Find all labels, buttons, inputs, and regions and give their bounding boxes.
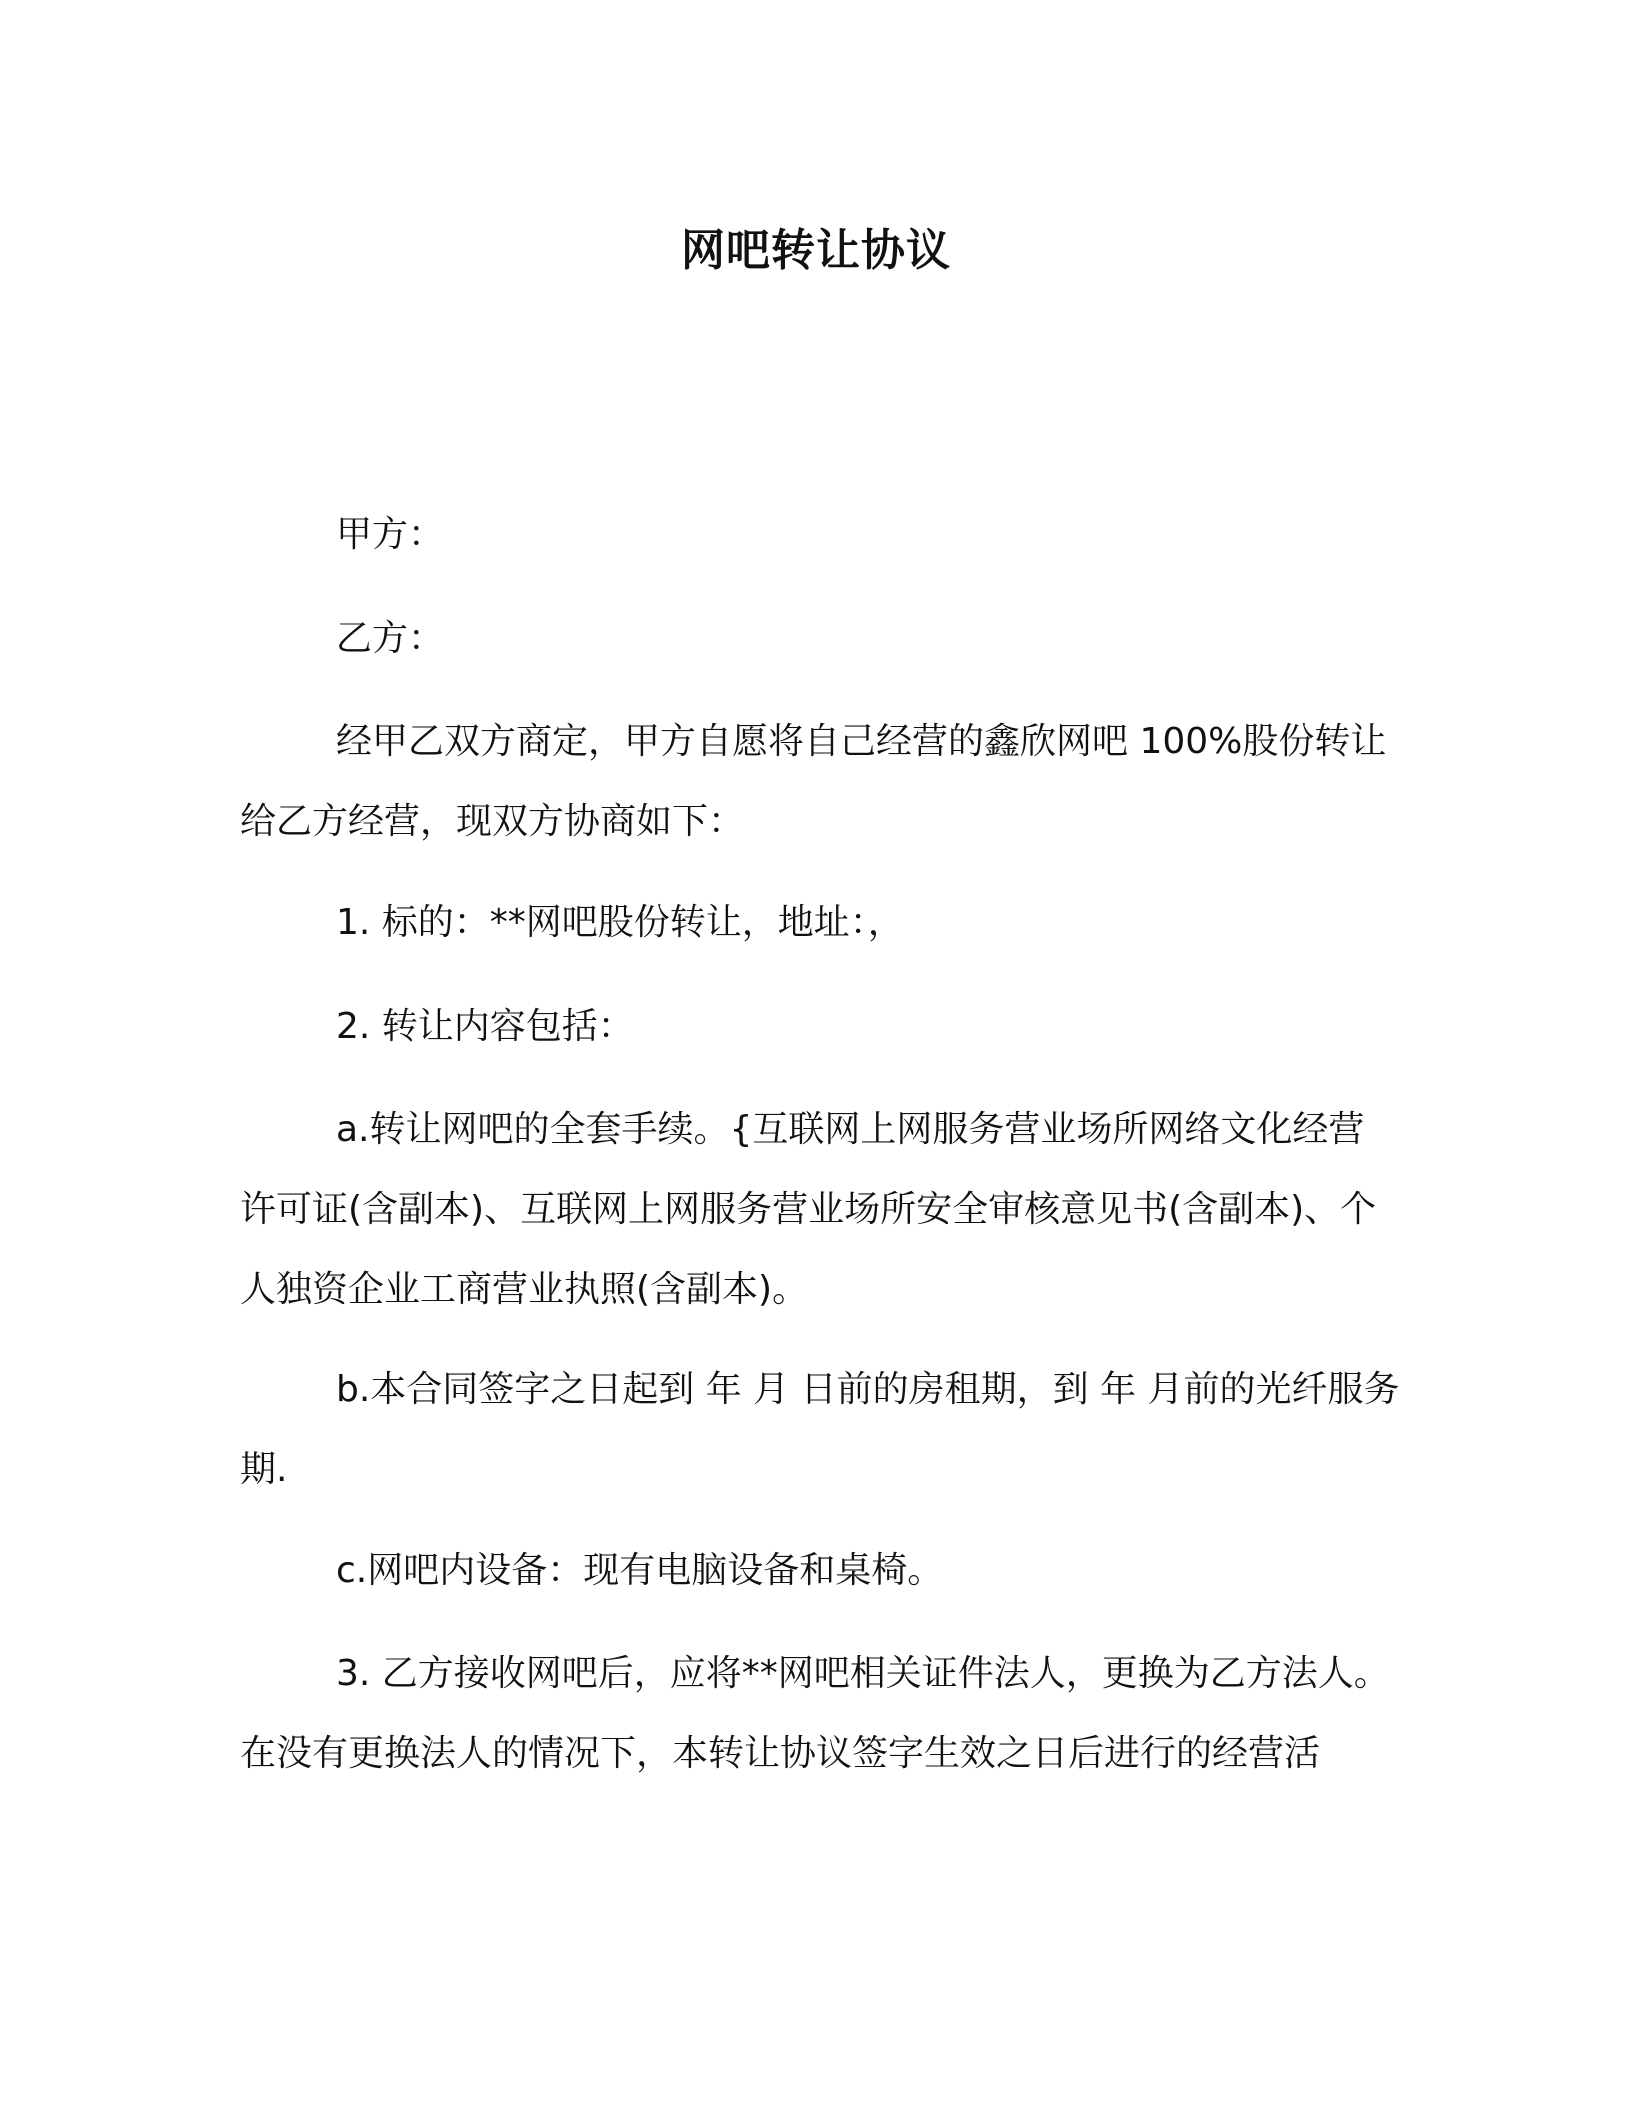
party-b-line: 乙方： (336, 618, 445, 659)
clause-3-paragraph: 3. 乙方接收网吧后，应将**网吧相关证件法人，更换为乙方法人。在没有更换法人的情况下，本转让协议签字生效之日后进行的经营活 (240, 1653, 1390, 1774)
document-title: 网吧转让协议 (681, 225, 951, 276)
clause-2b-paragraph: b.本合同签字之日起到 年 月 日前的房租期，到 年 月前的光纤服务期. (240, 1369, 1400, 1490)
clause-2a-paragraph: a.转让网吧的全套手续。{互联网上网服务营业场所网络文化经营许可证(含副本)、互联网上网服务营业场所安全审核意见书(含副本)、个人独资企业工商营业执照(含副本)。 (240, 1109, 1377, 1310)
document-body (240, 494, 1400, 1814)
agreement-intro-paragraph: 经甲乙双方商定，甲方自愿将自己经营的鑫欣网吧 100%股份转让给乙方经营，现双方协商如下： (240, 721, 1387, 842)
clause-2c-paragraph: c.网吧内设备：现有电脑设备和桌椅。 (336, 1550, 944, 1591)
clause-1-paragraph: 1. 标的：**网吧股份转让，地址：， (336, 902, 904, 943)
clause-2-heading: 2. 转让内容包括： (336, 1006, 634, 1047)
party-a-line: 甲方： (336, 514, 445, 555)
